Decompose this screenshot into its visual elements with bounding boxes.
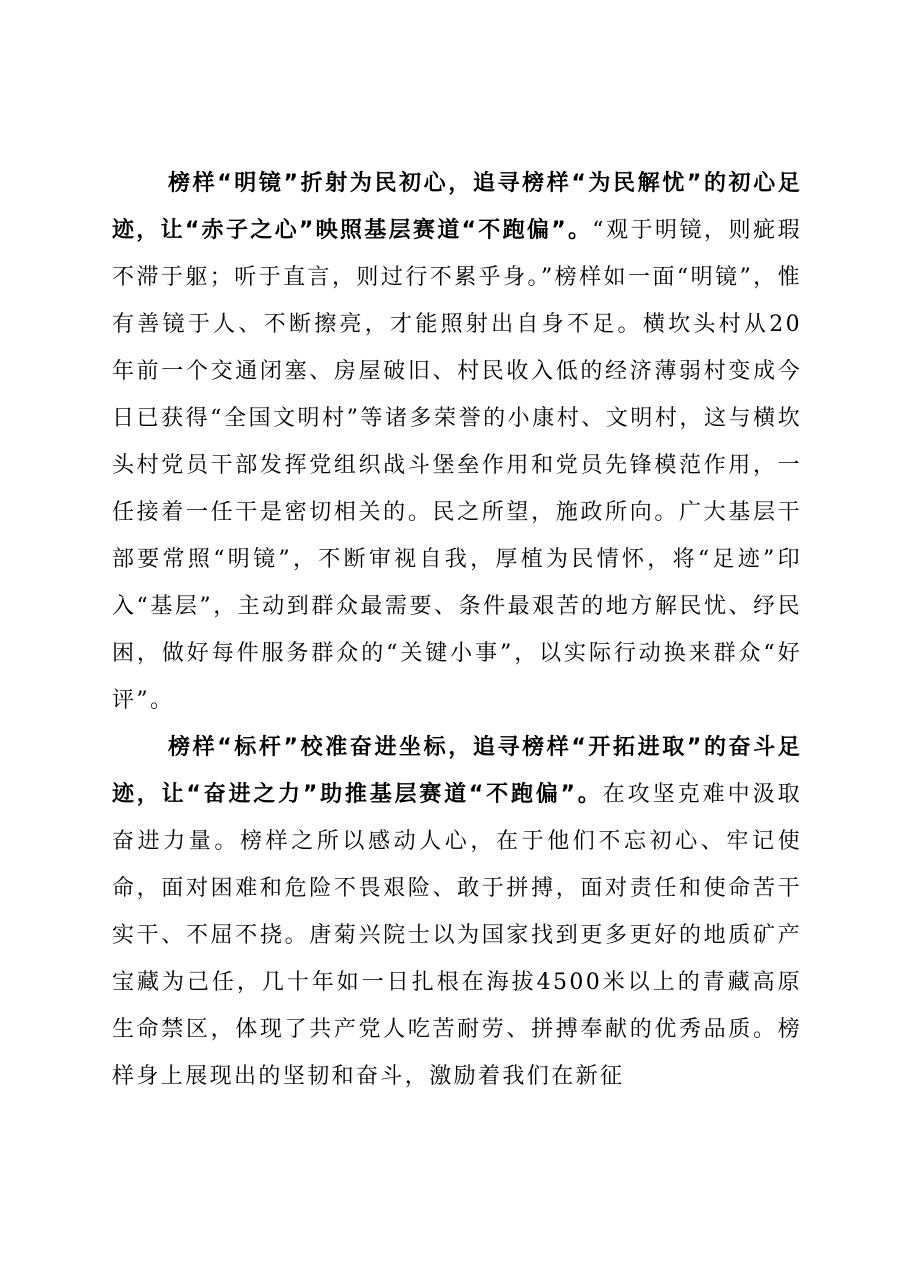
paragraph-1-lead: 榜样“明镜”折射为民初心，追寻榜样“为民解忧”的初心足迹，让“赤子之心”映照基层赛道“不跑偏”。 <box>112 171 802 243</box>
paragraph-1-body: “观于明镜，则疵瑕不滞于躯；听于直言，则过行不累乎身。”榜样如一面“明镜”，惟有善镜于人、不断擦亮，才能照射出自身不足。横坎头村从20年前一个交通闭塞、房屋破旧、村民收入低的经济薄弱村变成今日已获得“全国文明村”等诸多荣誉的小康村、文明村，这与横坎头村党员干部发挥党组织战斗堡垒作用和党员先锋模范作用，一任接着一任干是密切相关的。民之所望，施政所向。广大基层干部要常照“明镜”，不断审视自我，厚植为民情怀，将“足迹”印入“基层”，主动到群众最需要、条件最艰苦的地方解民忧、纾民困，做好每件服务群众的“关键小事”，以实际行动换来群众“好评”。 <box>112 218 802 713</box>
paragraph-2-lead: 榜样“标杆”校准奋进坐标，追寻榜样“开拓进取”的奋斗足迹，让“奋进之力”助推基层赛道“不跑偏”。 <box>112 735 802 807</box>
paragraph-2 <box>112 724 802 1100</box>
article-body <box>112 160 802 1100</box>
paragraph-2-body: 在攻坚克难中汲取奋进力量。榜样之所以感动人心，在于他们不忘初心、牢记使命，面对困难和危险不畏艰险、敢于拼搏，面对责任和使命苦干实干、不屈不挠。唐菊兴院士以为国家找到更多更好的地质矿产宝藏为己任，几十年如一日扎根在海拔4500米以上的青藏高原生命禁区，体现了共产党人吃苦耐劳、拼搏奉献的优秀品质。榜样身上展现出的坚韧和奋斗，激励着我们在新征 <box>112 782 802 1089</box>
paragraph-1 <box>112 160 802 724</box>
